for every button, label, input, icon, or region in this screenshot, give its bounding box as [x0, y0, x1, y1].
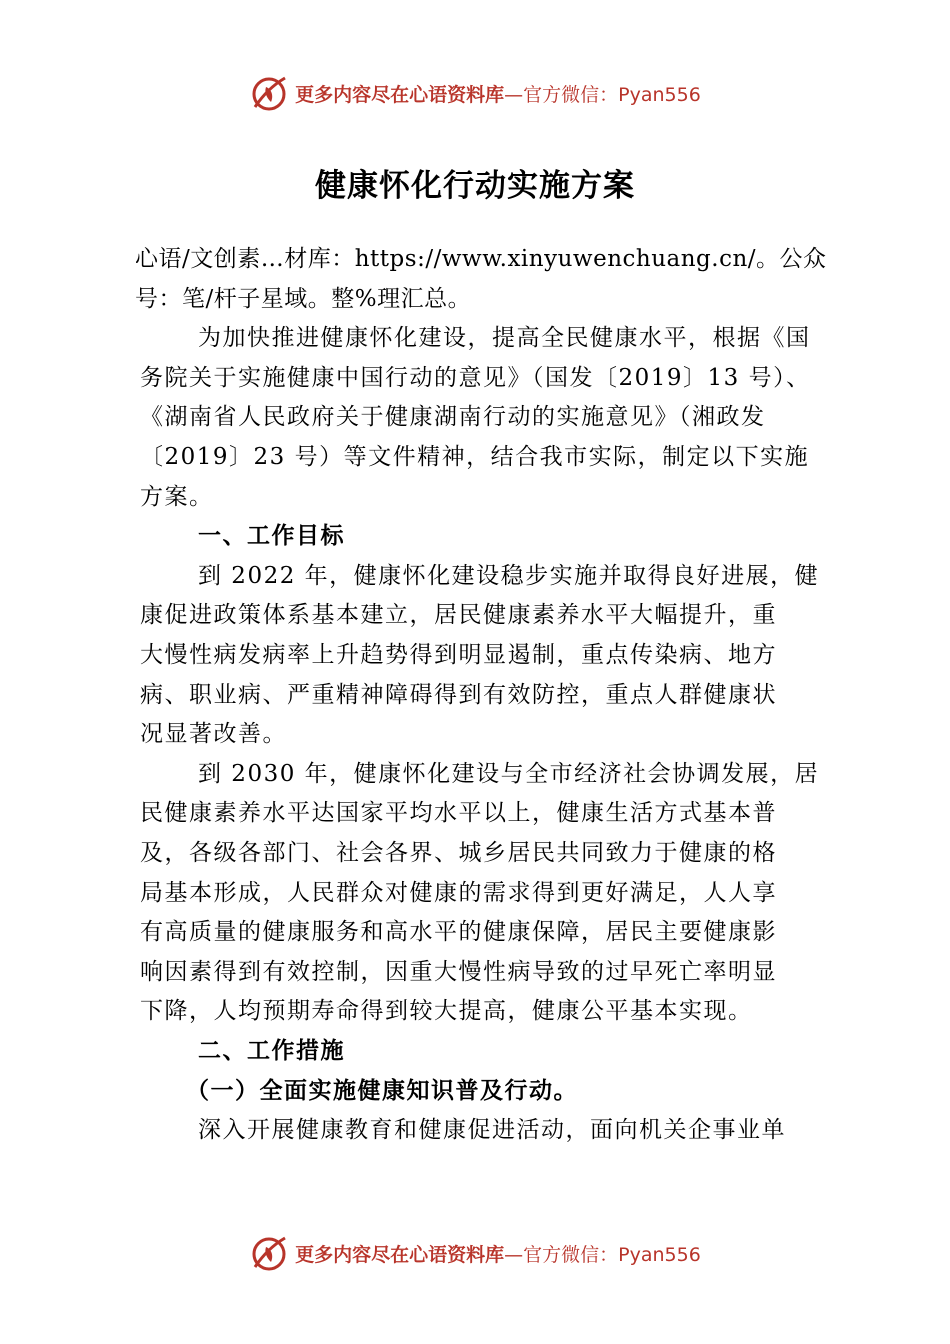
paragraph-line: 方案。 [140, 483, 214, 510]
paragraph-line: 康促进政策体系基本建立，居民健康素养水平大幅提升，重 [140, 602, 777, 629]
paragraph-line: 响因素得到有效控制，因重大慢性病导致的过早死亡率明显 [140, 958, 777, 985]
paragraph-line: 下降，人均预期寿命得到较大提高，健康公平基本实现。 [140, 998, 753, 1025]
watermark-text: 更多内容尽在心语资料库 [295, 1243, 505, 1266]
paragraph-line: 局基本形成，人民群众对健康的需求得到更好满足，人人享 [140, 879, 777, 906]
paragraph-line: 病、职业病、严重精神障碍得到有效防控，重点人群健康状 [140, 681, 777, 708]
paragraph-line: 到 2022 年，健康怀化建设稳步实施并取得良好进展，健 [198, 562, 820, 589]
source-note-line: 心语/文创素…材库：https://www.xinyuwenchuang.cn/。公众 [135, 246, 827, 272]
paragraph-line: 况显著改善。 [140, 721, 287, 748]
paragraph-line: 有高质量的健康服务和高水平的健康保障，居民主要健康影 [140, 919, 777, 946]
watermark-wechat: 官方微信：Pyan556 [523, 1243, 701, 1266]
watermark-banner-top [0, 68, 950, 118]
leaf-circle-icon [249, 1233, 289, 1273]
paragraph-line: 为加快推进健康怀化建设，提高全民健康水平，根据《国 [198, 325, 811, 352]
section-heading: 一、工作目标 [198, 523, 345, 550]
section-heading: 二、工作措施 [198, 1037, 345, 1064]
watermark-wechat: 官方微信：Pyan556 [523, 83, 701, 106]
paragraph-line: 民健康素养水平达国家平均水平以上，健康生活方式基本普 [140, 800, 777, 827]
watermark-dash: — [504, 83, 524, 106]
watermark-dash: — [504, 1243, 524, 1266]
source-note-line: 号：笔/杆子星域。整%理汇总。 [135, 285, 472, 312]
paragraph-line: 《湖南省人民政府关于健康湖南行动的实施意见》（湘政发 [140, 404, 766, 431]
paragraph-line: 到 2030 年，健康怀化建设与全市经济社会协调发展，居 [198, 760, 820, 787]
paragraph-line: 大慢性病发病率上升趋势得到明显遏制，重点传染病、地方 [140, 641, 777, 668]
paragraph-line: 及，各级各部门、社会各界、城乡居民共同致力于健康的格 [140, 839, 777, 866]
paragraph-line: 深入开展健康教育和健康促进活动，面向机关企事业单 [198, 1117, 786, 1144]
paragraph-line: 〔2019〕23 号）等文件精神，结合我市实际，制定以下实施 [140, 443, 810, 470]
document-title: 健康怀化行动实施方案 [315, 168, 635, 204]
document-body [135, 240, 827, 1151]
subsection-heading: （一）全面实施健康知识普及行动。 [186, 1077, 578, 1105]
leaf-circle-icon [249, 73, 289, 113]
watermark-text: 更多内容尽在心语资料库 [295, 83, 505, 106]
paragraph-line: 务院关于实施健康中国行动的意见》（国发〔2019〕13 号）、 [140, 364, 811, 391]
watermark-banner-bottom [0, 1228, 950, 1278]
